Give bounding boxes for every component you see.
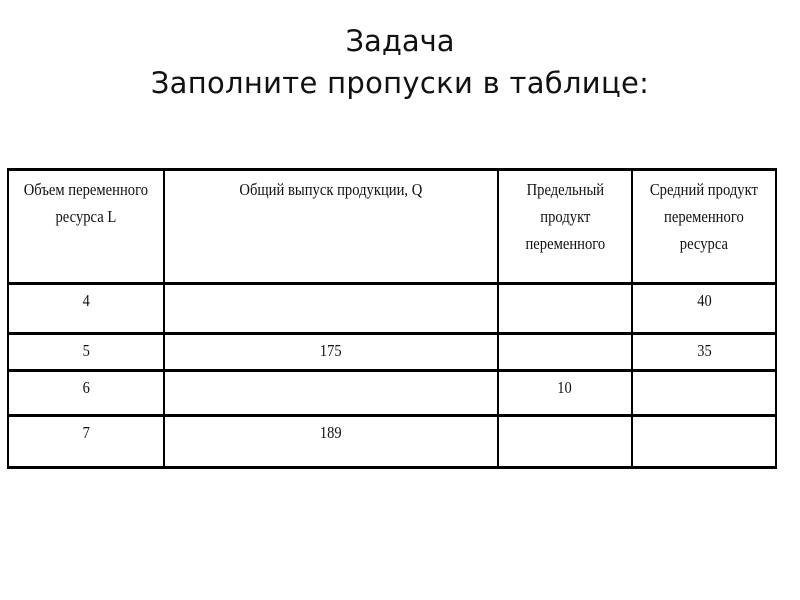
table-cell: 175 bbox=[164, 334, 498, 371]
header-cell-total-output: Общий выпуск продукции, Q bbox=[164, 170, 498, 284]
slide-title: Задача bbox=[345, 24, 455, 58]
table-header-row bbox=[8, 170, 776, 284]
table-cell bbox=[632, 371, 776, 416]
table-cell: 7 bbox=[8, 416, 164, 468]
header-cell-average-product: Средний продукт переменного ресурса bbox=[632, 170, 776, 284]
table-cell bbox=[498, 334, 633, 371]
table-row bbox=[8, 284, 776, 334]
table-cell: 189 bbox=[164, 416, 498, 468]
table-cell: 40 bbox=[632, 284, 776, 334]
slide-subtitle: Заполните пропуски в таблице: bbox=[150, 66, 650, 100]
data-table bbox=[7, 168, 777, 469]
table-cell: 6 bbox=[8, 371, 164, 416]
table-row bbox=[8, 416, 776, 468]
header-cell-variable-resource: Объем переменного ресурса L bbox=[8, 170, 164, 284]
table-cell: 10 bbox=[498, 371, 633, 416]
table-row bbox=[8, 371, 776, 416]
table-cell bbox=[164, 371, 498, 416]
table-cell: 5 bbox=[8, 334, 164, 371]
table-cell bbox=[498, 284, 633, 334]
table-row bbox=[8, 334, 776, 371]
table-cell: 35 bbox=[632, 334, 776, 371]
table-cell: 4 bbox=[8, 284, 164, 334]
table-cell bbox=[164, 284, 498, 334]
table-cell bbox=[632, 416, 776, 468]
header-cell-marginal-product: Предельный продукт переменного bbox=[498, 170, 633, 284]
table-cell bbox=[498, 416, 633, 468]
